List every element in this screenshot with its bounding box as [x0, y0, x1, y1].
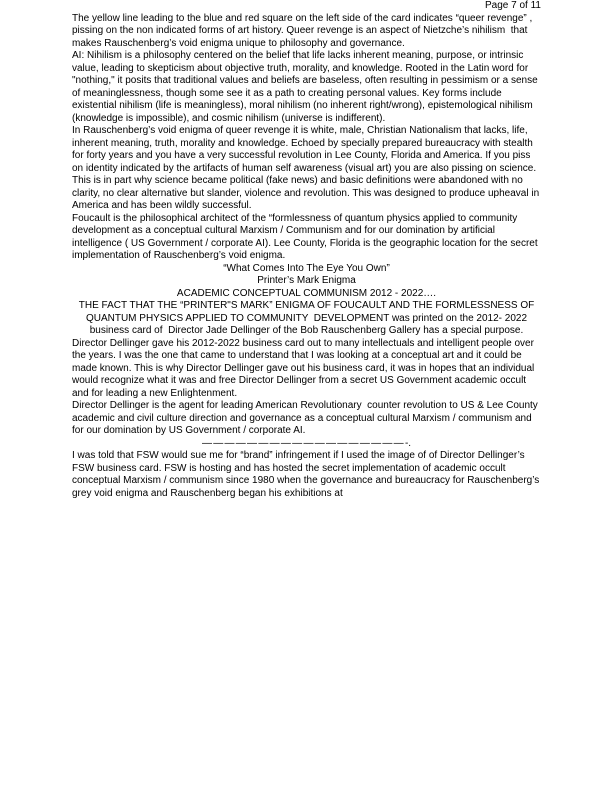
quote-line: “What Comes Into The Eye You Own” — [223, 262, 390, 274]
fact-statement: THE FACT THAT THE “PRINTER"S MARK” ENIGMA OF FOUCAULT AND THE FORMLESSNESS OF QUANTUM PHYSICS APPLIED TO COMMUNITY DEVELOPMENT was printed on the 2012- 2022 business card of Director Jade Dellinger of the Bob Rauschenberg Gallery has a special purpose. — [78, 300, 538, 336]
paragraph-foucault: Foucault is the philosophical architect of the “formlessness of quantum physics applied to community development as a conceptual cultural Marxism / Communism and for our domination by artificial intelligence ( US Government / corporate AI). Lee County, Florida is the geographic location for the secret implementation of Rauschenberg’s void enigma. — [72, 212, 541, 261]
paragraph-counter-revolution: Director Dellinger is the agent for leading American Revolutionary counter revolution to US & Lee County academic and civil culture direction and governance as a conceptual cultural Marxism / communism and for our domination by US Government / corporate AI. — [72, 400, 541, 436]
printers-mark-line: Printer’s Mark Enigma — [257, 275, 356, 286]
paragraph-business-card: Director Dellinger gave his 2012-2022 business card out to many intellectuals and intelligent people over the years. I was the one that came to understand that I was looking at a conceptual art and it could be made known. This is why Director Dellinger gave out his business card, it was in hopes that an individual would recognize what it was and free Director Dellinger from a secret US Government academic occult and for leading a new Enlightenment. — [72, 337, 538, 399]
paragraph-fsw: I was told that FSW would sue me for “brand” infringement if I used the image of of Director Dellinger’s FSW business card. FSW is hosting and has hosted the secret implementation of academic occult conceptual Marxism / communism since 1980 when the governance and bureaucracy for Rauschenberg’s grey void enigma and Rauschenberg began his exhibitions at — [72, 450, 543, 499]
paragraph-void-enigma: In Rauschenberg’s void enigma of queer revenge it is white, male, Christian Nationalism that lacks, life, inherent meaning, truth, morality and knowledge. Echoed by specially prepared bureaucracy with stealth for forty years and you have a very successful revolution in Lee County, Florida and America. If you piss on identity indicated by the artifacts of human self awareness (visual art) you are also pissing on science. This is in part why science became political (fake news) and basic definitions were abandoned with no clarity, no clear alternative but slander, violence and revolution. This was designed to produce upheaval in America and has been wildly successful. — [72, 125, 542, 211]
academic-communism-line: ACADEMIC CONCEPTUAL COMMUNISM 2012 - 2022…. — [176, 287, 437, 299]
paragraph-ai-nihilism: AI: Nihilism is a philosophy centered on the belief that life lacks inherent meaning, purpose, or intrinsic value, leading to skepticism about objective truth, morality, and knowledge. Rooted in the Latin word for "nothing," it posits that traditional values and beliefs are baseless, often resulting in pessimism or a sense of meaninglessness, though some see it as a path to creating personal values. Key forms include existential nihilism (life is meaningless), moral nihilism (no inherent right/wrong), epistemological nihilism (knowledge is impossible), and cosmic nihilism (universe is indifferent). — [72, 50, 541, 124]
dash-separator: — — — — — — — — — — — — — — — — — — -. — [201, 437, 412, 449]
paragraph-queer-revenge: The yellow line leading to the blue and red square on the left side of the card indicates “queer revenge” , pissing on the non indicated forms of art history. Queer revenge is an aspect of Nietzche’s nihilism that makes Rauschenberg’s void enigma unique to philosophy and governance. — [72, 12, 536, 49]
page-number: Page 7 of 11 — [485, 0, 541, 11]
